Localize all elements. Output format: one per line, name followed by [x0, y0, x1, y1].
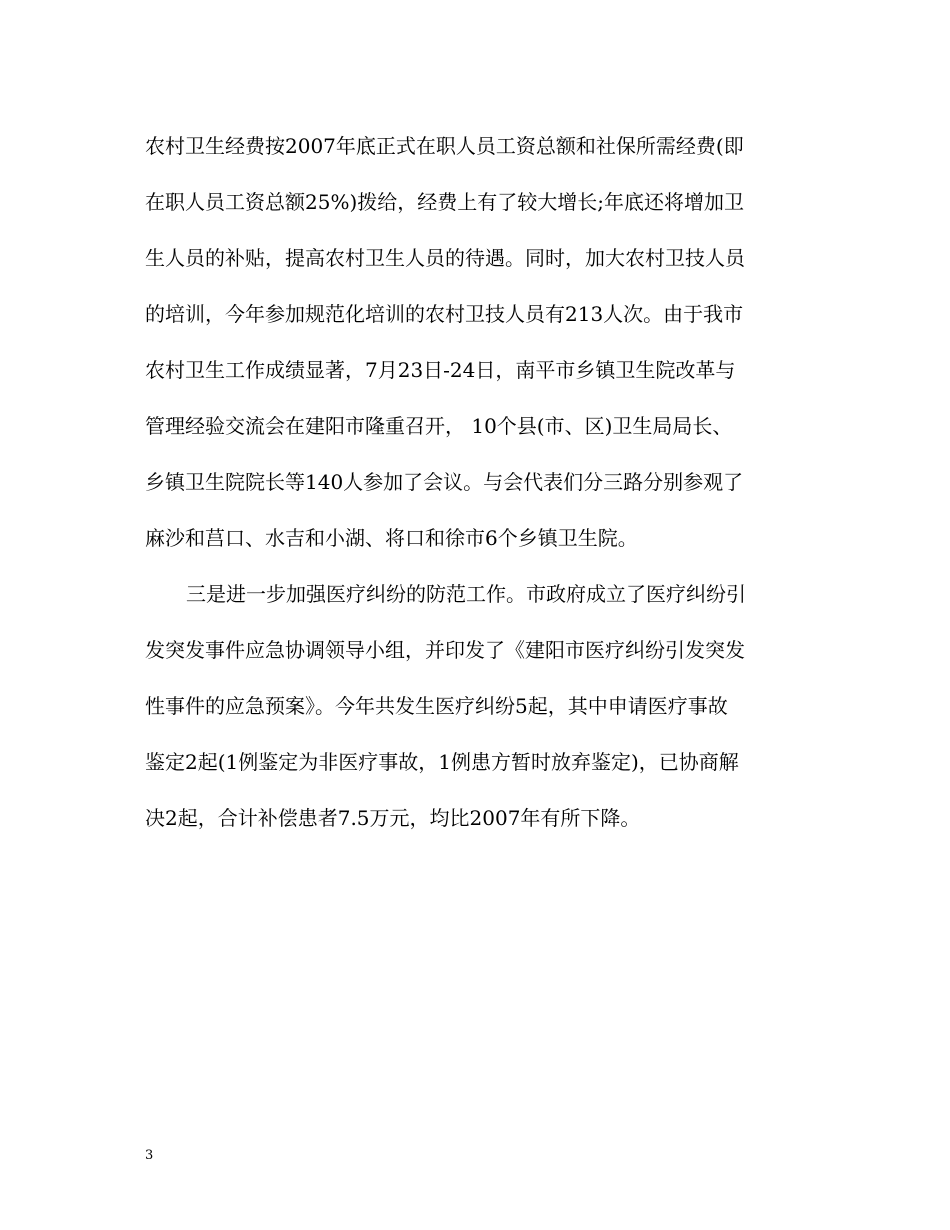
text-line-3: 生人员的补贴，提高农村卫生人员的待遇。同时，加大农村卫技人员: [145, 246, 745, 270]
text-line-6: 管理经验交流会在建阳市隆重召开， 10个县(市、区)卫生局局长、: [145, 414, 733, 438]
text-line-1: 农村卫生经费按2007年底正式在职人员工资总额和社保所需经费(即: [145, 134, 744, 158]
text-line-5: 农村卫生工作成绩显著，7月23日-24日，南平市乡镇卫生院改革与: [145, 358, 736, 382]
text-line-10: 发突发事件应急协调领导小组，并印发了《建阳市医疗纠纷引发突发: [145, 638, 745, 662]
text-line-8: 麻沙和莒口、水吉和小湖、将口和徐市6个乡镇卫生院。: [145, 526, 638, 550]
text-line-7: 乡镇卫生院院长等140人参加了会议。与会代表们分三路分别参观了: [145, 470, 744, 494]
text-line-11: 性事件的应急预案》。今年共发生医疗纠纷5起，其中申请医疗事故: [145, 694, 728, 718]
body-text: [145, 128, 810, 856]
page-number: 3: [145, 1148, 154, 1163]
text-line-12: 鉴定2起(1例鉴定为非医疗事故，1例患方暂时放弃鉴定)，已协商解: [145, 750, 739, 774]
text-line-13: 决2起，合计补偿患者7.5万元，均比2007年有所下降。: [145, 806, 641, 830]
text-line-2: 在职人员工资总额25%)拨给，经费上有了较大增长;年底还将增加卫: [145, 190, 744, 214]
text-line-4: 的培训，今年参加规范化培训的农村卫技人员有213人次。由于我市: [145, 302, 744, 326]
text-line-9: 三是进一步加强医疗纠纷的防范工作。市政府成立了医疗纠纷引: [186, 582, 746, 606]
